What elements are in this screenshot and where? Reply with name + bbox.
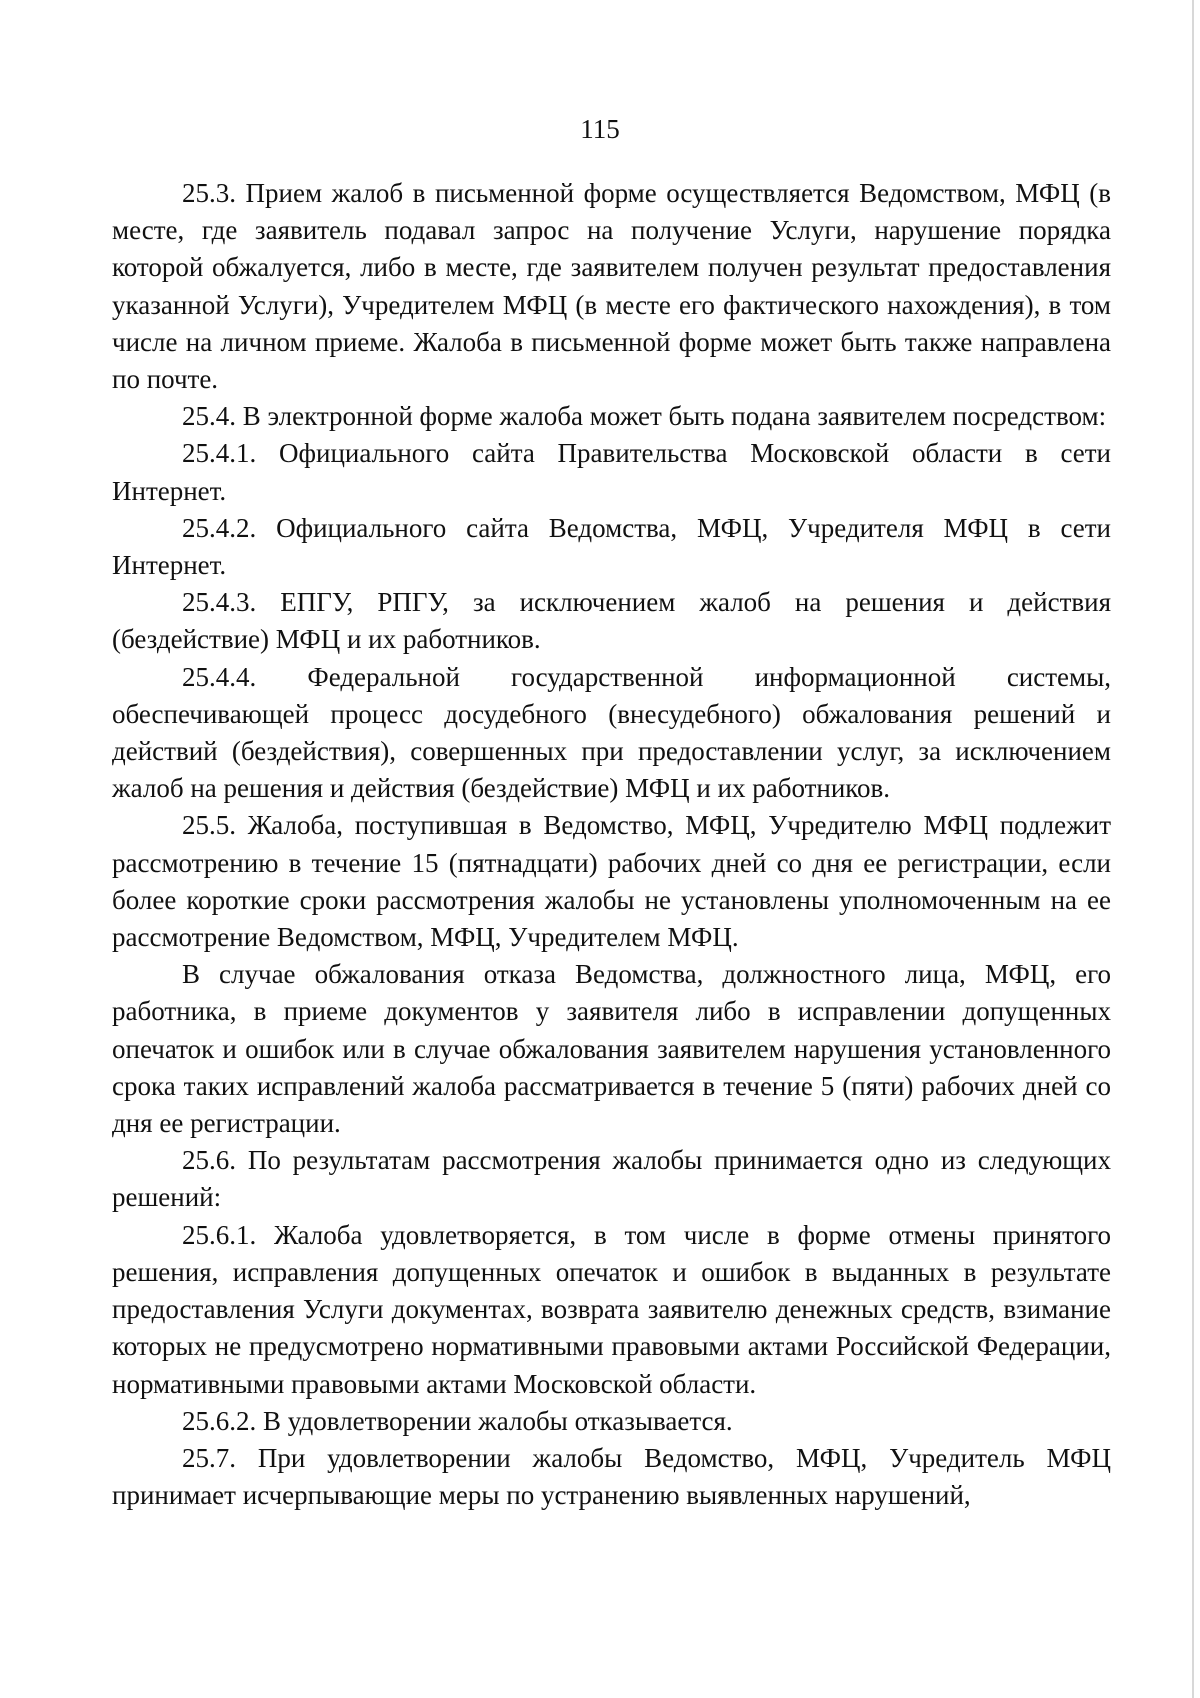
paragraph-25-3: 25.3. Прием жалоб в письменной форме осуществляется Ведомством, МФЦ (в месте, где заявитель подавал запрос на получение Услуги, нарушение порядка которой обжалуется, либо в месте, где заявителем получен результат предоставления указанной Услуги), Учредителем МФЦ (в месте его фактического нахождения), в том числе на личном приеме. Жалоба в письменной форме может быть также направлена по почте. <box>112 178 1111 395</box>
paragraph-25-4-3: 25.4.3. ЕПГУ, РПГУ, за исключением жалоб на решения и действия (бездействие) МФЦ и их работников. <box>112 587 1111 655</box>
paragraph-25-4-2: 25.4.2. Официального сайта Ведомства, МФЦ, Учредителя МФЦ в сети Интернет. <box>112 512 1111 581</box>
paragraph-25-6: 25.6. По результатам рассмотрения жалобы принимается одно из следующих решений: <box>112 1145 1111 1213</box>
page-number: 115 <box>580 114 620 144</box>
paragraph-25-7: 25.7. При удовлетворении жалобы Ведомство, МФЦ, Учредитель МФЦ принимает исчерпывающие меры по устранению выявленных нарушений, <box>112 1442 1111 1511</box>
paragraph-25-4-4: 25.4.4. Федеральной государственной информационной системы, обеспечивающей процесс досудебного (внесудебного) обжалования решений и действий (бездействия), совершенных при предоставлении услуг, за исключением жалоб на решения и действия (бездействие) МФЦ и их работников. <box>112 661 1111 804</box>
paragraph-25-4-1: 25.4.1. Официального сайта Правительства Московской области в сети Интернет. <box>112 438 1111 506</box>
paragraph-25-6-2: 25.6.2. В удовлетворении жалобы отказывается. <box>182 1405 733 1436</box>
document-body <box>112 175 1111 1514</box>
paragraph-25-5: 25.5. Жалоба, поступившая в Ведомство, МФЦ, Учредителю МФЦ подлежит рассмотрению в течение 15 (пятнадцати) рабочих дней со дня ее регистрации, если более короткие сроки рассмотрения жалобы не установлены уполномоченным на ее рассмотрение Ведомством, МФЦ, Учредителем МФЦ. <box>112 810 1111 953</box>
paragraph-25-6-1: 25.6.1. Жалоба удовлетворяется, в том числе в форме отмены принятого решения, исправления допущенных опечаток и ошибок в выданных в результате предоставления Услуги документах, возврата заявителю денежных средств, взимание которых не предусмотрено нормативными правовыми актами Российской Федерации, нормативными правовыми актами Московской области. <box>112 1219 1111 1399</box>
paragraph-25-4: 25.4. В электронной форме жалоба может быть подана заявителем посредством: <box>182 401 1107 432</box>
page-edge-shadow <box>1192 0 1194 1698</box>
paragraph-25-5-appeal-refusal: В случае обжалования отказа Ведомства, должностного лица, МФЦ, его работника, в приеме документов у заявителя либо в исправлении допущенных опечаток и ошибок или в случае обжалования заявителем нарушения установленного срока таких исправлений жалоба рассматривается в течение 5 (пяти) рабочих дней со дня ее регистрации. <box>112 959 1111 1139</box>
